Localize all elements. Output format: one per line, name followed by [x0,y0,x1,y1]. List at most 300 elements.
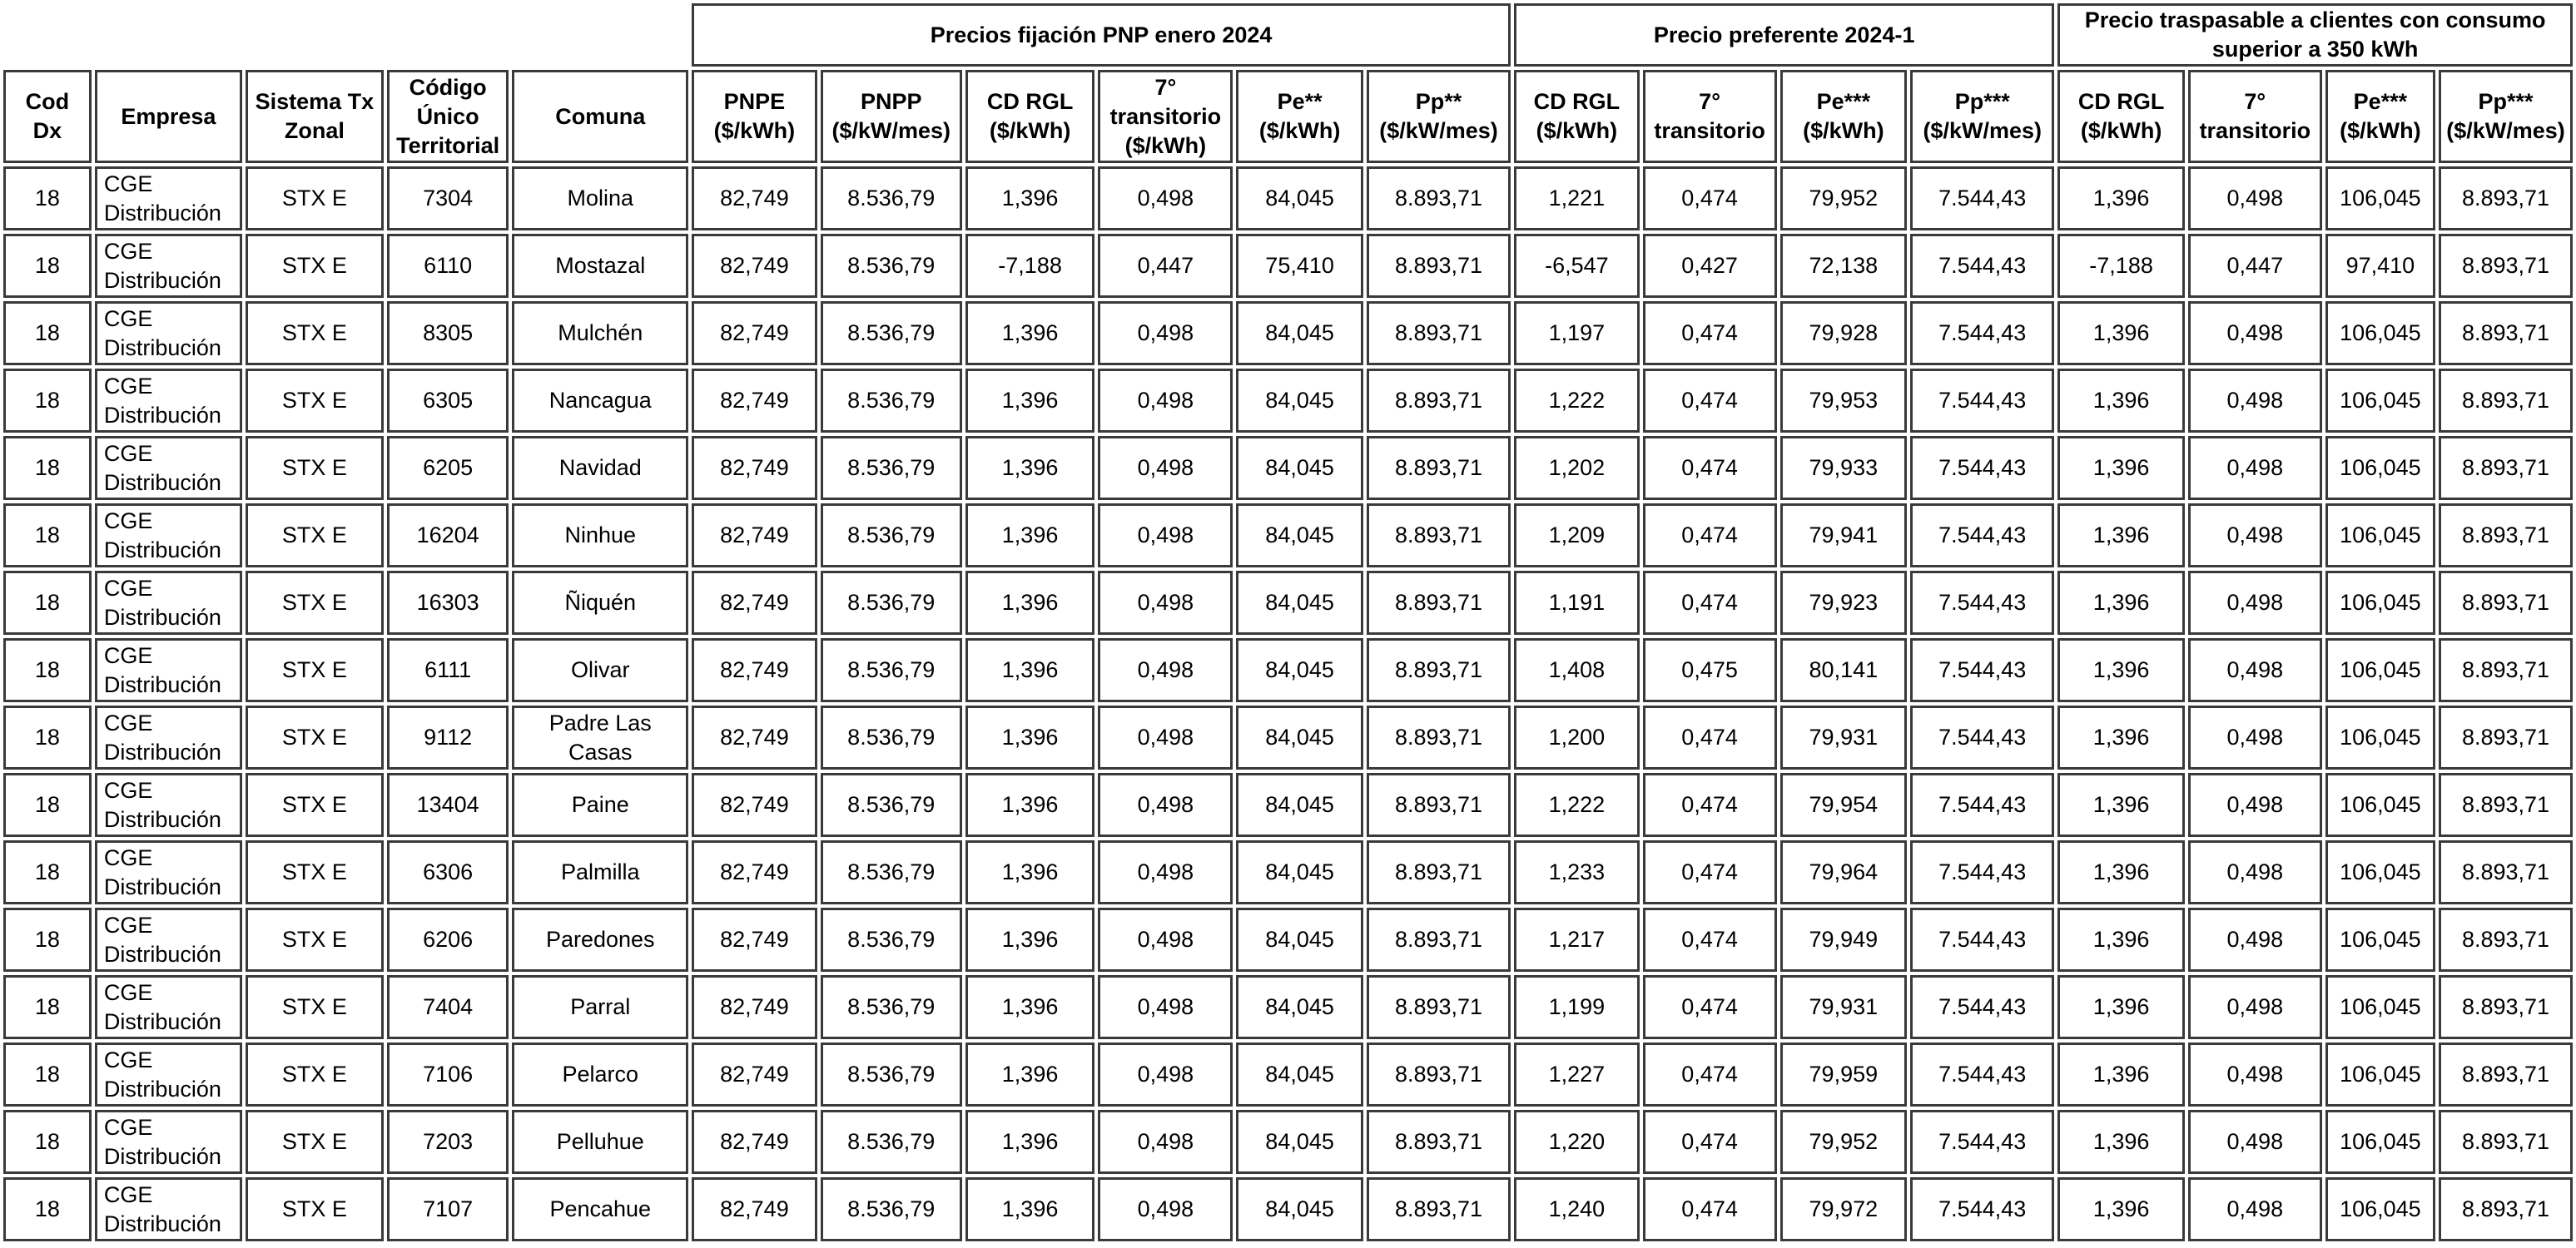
table-cell-trasp-pe: 106,045 [2325,773,2435,837]
col-cd-rgl-header: CD RGL ($/kWh) [965,70,1095,163]
table-cell-codigo: 6110 [387,234,509,298]
table-cell-pe: 75,410 [1236,234,1363,298]
table-cell-trasp-pe: 106,045 [2325,1042,2435,1107]
table-cell-pref-cd-rgl: 1,217 [1514,908,1640,972]
table-cell-codigo: 6205 [387,436,509,500]
table-cell-pref-pp: 7.544,43 [1910,1042,2054,1107]
table-cell-7-transitorio: 0,498 [1098,436,1233,500]
col-7-transitorio-header: 7° transitorio ($/kWh) [1098,70,1233,163]
table-cell-pnpe: 82,749 [692,706,817,770]
table-cell-cd-rgl: 1,396 [965,706,1095,770]
table-cell-pp: 8.893,71 [1367,369,1511,433]
table-cell-pp: 8.893,71 [1367,234,1511,298]
table-cell-pref-7-transitorio: 0,474 [1643,1042,1777,1107]
table-row [3,503,2573,567]
table-cell-trasp-cd-rgl: 1,396 [2057,706,2185,770]
table-cell-cod-dx: 18 [3,1110,92,1174]
col-empresa-header: Empresa [95,70,242,163]
table-cell-pnpp: 8.536,79 [821,571,962,635]
table-cell-codigo: 13404 [387,773,509,837]
table-cell-pref-pe: 79,931 [1780,706,1908,770]
table-cell-trasp-7-transitorio: 0,498 [2188,503,2322,567]
table-cell-trasp-pe: 106,045 [2325,503,2435,567]
table-cell-pnpe: 82,749 [692,503,817,567]
table-cell-trasp-7-transitorio: 0,498 [2188,301,2322,365]
table-cell-pp: 8.893,71 [1367,1177,1511,1241]
table-cell-comuna: Padre Las Casas [512,706,688,770]
col-comuna-header: Comuna [512,70,688,163]
table-cell-pref-pp: 7.544,43 [1910,840,2054,904]
table-cell-pnpp: 8.536,79 [821,1042,962,1107]
table-cell-7-transitorio: 0,498 [1098,1042,1233,1107]
table-cell-empresa: CGE Distribución [95,571,242,635]
table-cell-pref-pe: 79,941 [1780,503,1908,567]
table-cell-trasp-pe: 106,045 [2325,1110,2435,1174]
table-cell-7-transitorio: 0,498 [1098,166,1233,230]
table-cell-cd-rgl: 1,396 [965,1042,1095,1107]
table-cell-trasp-pe: 106,045 [2325,301,2435,365]
table-cell-pe: 84,045 [1236,436,1363,500]
col-cod-dx-header: Cod Dx [3,70,92,163]
table-cell-sistema: STX E [246,975,384,1039]
table-cell-cd-rgl: 1,396 [965,301,1095,365]
table-row [3,571,2573,635]
table-cell-pe: 84,045 [1236,773,1363,837]
table-cell-sistema: STX E [246,638,384,702]
table-cell-comuna: Pelluhue [512,1110,688,1174]
table-cell-empresa: CGE Distribución [95,1177,242,1241]
table-cell-trasp-cd-rgl: 1,396 [2057,571,2185,635]
table-body [3,166,2573,1241]
table-row [3,301,2573,365]
table-cell-pnpp: 8.536,79 [821,1110,962,1174]
table-cell-cod-dx: 18 [3,369,92,433]
table-cell-pref-pp: 7.544,43 [1910,369,2054,433]
table-cell-pe: 84,045 [1236,1042,1363,1107]
table-cell-trasp-cd-rgl: 1,396 [2057,1042,2185,1107]
table-cell-comuna: Nancagua [512,369,688,433]
table-cell-pnpe: 82,749 [692,908,817,972]
table-cell-cod-dx: 18 [3,301,92,365]
table-cell-trasp-7-transitorio: 0,498 [2188,571,2322,635]
table-cell-pref-cd-rgl: 1,191 [1514,571,1640,635]
table-cell-7-transitorio: 0,498 [1098,503,1233,567]
col-trasp-pe-header: Pe*** ($/kWh) [2325,70,2435,163]
table-cell-pnpe: 82,749 [692,638,817,702]
table-row [3,1110,2573,1174]
table-cell-pnpe: 82,749 [692,571,817,635]
table-cell-comuna: Mostazal [512,234,688,298]
table-cell-pref-7-transitorio: 0,474 [1643,908,1777,972]
table-cell-pref-cd-rgl: 1,197 [1514,301,1640,365]
table-cell-pref-cd-rgl: 1,240 [1514,1177,1640,1241]
table-cell-pnpe: 82,749 [692,1177,817,1241]
table-cell-pnpe: 82,749 [692,773,817,837]
table-cell-pp: 8.893,71 [1367,706,1511,770]
table-cell-7-transitorio: 0,498 [1098,908,1233,972]
table-cell-pref-pe: 79,959 [1780,1042,1908,1107]
table-cell-trasp-pe: 106,045 [2325,369,2435,433]
table-cell-trasp-7-transitorio: 0,498 [2188,1177,2322,1241]
table-cell-pnpp: 8.536,79 [821,840,962,904]
table-cell-trasp-pp: 8.893,71 [2439,773,2573,837]
table-cell-pnpp: 8.536,79 [821,436,962,500]
table-cell-comuna: Paine [512,773,688,837]
table-cell-cod-dx: 18 [3,638,92,702]
table-cell-pref-7-transitorio: 0,474 [1643,436,1777,500]
table-cell-pref-7-transitorio: 0,474 [1643,369,1777,433]
table-cell-pnpe: 82,749 [692,436,817,500]
table-cell-pref-7-transitorio: 0,474 [1643,706,1777,770]
table-cell-pnpe: 82,749 [692,975,817,1039]
table-cell-pref-pp: 7.544,43 [1910,638,2054,702]
table-cell-trasp-cd-rgl: 1,396 [2057,436,2185,500]
table-cell-trasp-pp: 8.893,71 [2439,1042,2573,1107]
table-cell-sistema: STX E [246,234,384,298]
table-cell-empresa: CGE Distribución [95,436,242,500]
table-cell-pref-pp: 7.544,43 [1910,166,2054,230]
table-cell-pnpe: 82,749 [692,166,817,230]
table-cell-pref-pe: 79,952 [1780,1110,1908,1174]
table-cell-codigo: 6111 [387,638,509,702]
table-cell-cd-rgl: 1,396 [965,773,1095,837]
table-cell-codigo: 6206 [387,908,509,972]
col-pp-header: Pp** ($/kW/mes) [1367,70,1511,163]
table-cell-pref-pe: 80,141 [1780,638,1908,702]
table-cell-trasp-7-transitorio: 0,498 [2188,166,2322,230]
table-cell-pref-7-transitorio: 0,474 [1643,503,1777,567]
table-cell-sistema: STX E [246,706,384,770]
table-cell-trasp-pp: 8.893,71 [2439,571,2573,635]
table-cell-comuna: Mulchén [512,301,688,365]
table-cell-pref-pe: 79,953 [1780,369,1908,433]
table-cell-cd-rgl: 1,396 [965,1110,1095,1174]
col-pref-pp-header: Pp*** ($/kW/mes) [1910,70,2054,163]
column-header-row [3,70,2573,163]
table-cell-pref-cd-rgl: -6,547 [1514,234,1640,298]
table-cell-trasp-pe: 97,410 [2325,234,2435,298]
table-cell-comuna: Navidad [512,436,688,500]
table-cell-comuna: Olivar [512,638,688,702]
table-row [3,975,2573,1039]
table-cell-trasp-pp: 8.893,71 [2439,234,2573,298]
table-cell-codigo: 7107 [387,1177,509,1241]
table-cell-empresa: CGE Distribución [95,773,242,837]
table-cell-pnpe: 82,749 [692,840,817,904]
table-cell-pp: 8.893,71 [1367,1042,1511,1107]
table-cell-pnpp: 8.536,79 [821,234,962,298]
table-cell-cd-rgl: 1,396 [965,975,1095,1039]
table-cell-cd-rgl: 1,396 [965,166,1095,230]
col-pref-cd-rgl-header: CD RGL ($/kWh) [1514,70,1640,163]
table-cell-empresa: CGE Distribución [95,840,242,904]
table-cell-pe: 84,045 [1236,166,1363,230]
col-trasp-7-transitorio-header: 7° transitorio [2188,70,2322,163]
table-cell-sistema: STX E [246,1042,384,1107]
table-cell-pe: 84,045 [1236,975,1363,1039]
table-cell-pnpp: 8.536,79 [821,773,962,837]
table-cell-pref-7-transitorio: 0,474 [1643,166,1777,230]
group-header-preferente: Precio preferente 2024-1 [1514,3,2054,67]
table-cell-sistema: STX E [246,908,384,972]
table-row [3,840,2573,904]
table-cell-7-transitorio: 0,447 [1098,234,1233,298]
table-cell-7-transitorio: 0,498 [1098,1110,1233,1174]
table-cell-pref-pe: 79,931 [1780,975,1908,1039]
col-pref-7-transitorio-header: 7° transitorio [1643,70,1777,163]
table-cell-cod-dx: 18 [3,1042,92,1107]
table-cell-empresa: CGE Distribución [95,706,242,770]
table-cell-pnpp: 8.536,79 [821,301,962,365]
col-pe-header: Pe** ($/kWh) [1236,70,1363,163]
table-cell-codigo: 7203 [387,1110,509,1174]
table-cell-pref-cd-rgl: 1,221 [1514,166,1640,230]
table-cell-trasp-pe: 106,045 [2325,571,2435,635]
table-cell-trasp-7-transitorio: 0,498 [2188,840,2322,904]
table-cell-cod-dx: 18 [3,773,92,837]
table-cell-pp: 8.893,71 [1367,436,1511,500]
table-cell-pe: 84,045 [1236,908,1363,972]
table-cell-pe: 84,045 [1236,1110,1363,1174]
table-cell-pe: 84,045 [1236,369,1363,433]
table-cell-pnpp: 8.536,79 [821,908,962,972]
table-cell-comuna: Pencahue [512,1177,688,1241]
table-cell-comuna: Ninhue [512,503,688,567]
table-cell-pref-pp: 7.544,43 [1910,908,2054,972]
table-row [3,773,2573,837]
table-cell-pref-pe: 79,952 [1780,166,1908,230]
col-pnpp-header: PNPP ($/kW/mes) [821,70,962,163]
table-cell-pref-cd-rgl: 1,408 [1514,638,1640,702]
table-cell-pref-pp: 7.544,43 [1910,773,2054,837]
table-cell-cod-dx: 18 [3,436,92,500]
table-cell-sistema: STX E [246,840,384,904]
table-cell-sistema: STX E [246,503,384,567]
table-cell-trasp-cd-rgl: 1,396 [2057,1177,2185,1241]
table-cell-cd-rgl: 1,396 [965,840,1095,904]
table-cell-pnpp: 8.536,79 [821,166,962,230]
table-cell-pref-pe: 79,928 [1780,301,1908,365]
table-cell-pref-pp: 7.544,43 [1910,571,2054,635]
table-cell-cod-dx: 18 [3,908,92,972]
table-cell-pref-cd-rgl: 1,220 [1514,1110,1640,1174]
table-cell-trasp-7-transitorio: 0,498 [2188,975,2322,1039]
table-row [3,638,2573,702]
table-cell-pref-7-transitorio: 0,475 [1643,638,1777,702]
table-cell-7-transitorio: 0,498 [1098,975,1233,1039]
table-cell-pref-pp: 7.544,43 [1910,503,2054,567]
table-cell-sistema: STX E [246,773,384,837]
table-cell-pref-7-transitorio: 0,474 [1643,571,1777,635]
table-cell-empresa: CGE Distribución [95,369,242,433]
col-pref-pe-header: Pe*** ($/kWh) [1780,70,1908,163]
table-cell-cod-dx: 18 [3,840,92,904]
table-cell-pref-pe: 79,972 [1780,1177,1908,1241]
table-cell-trasp-pp: 8.893,71 [2439,706,2573,770]
table-cell-cod-dx: 18 [3,503,92,567]
table-cell-pe: 84,045 [1236,706,1363,770]
table-cell-pnpp: 8.536,79 [821,369,962,433]
col-trasp-pp-header: Pp*** ($/kW/mes) [2439,70,2573,163]
table-cell-pe: 84,045 [1236,301,1363,365]
table-cell-trasp-pe: 106,045 [2325,1177,2435,1241]
table-cell-comuna: Pelarco [512,1042,688,1107]
table-cell-empresa: CGE Distribución [95,234,242,298]
table-cell-empresa: CGE Distribución [95,908,242,972]
table-cell-pp: 8.893,71 [1367,840,1511,904]
table-row [3,234,2573,298]
table-cell-pref-pe: 79,923 [1780,571,1908,635]
table-cell-sistema: STX E [246,301,384,365]
table-cell-codigo: 9112 [387,706,509,770]
table-cell-cd-rgl: 1,396 [965,369,1095,433]
table-cell-pp: 8.893,71 [1367,503,1511,567]
table-cell-sistema: STX E [246,369,384,433]
table-cell-pnpp: 8.536,79 [821,638,962,702]
table-row [3,706,2573,770]
table-cell-pref-cd-rgl: 1,200 [1514,706,1640,770]
table-cell-codigo: 6305 [387,369,509,433]
table-cell-pp: 8.893,71 [1367,975,1511,1039]
table-cell-pp: 8.893,71 [1367,773,1511,837]
table-cell-codigo: 16204 [387,503,509,567]
table-cell-sistema: STX E [246,571,384,635]
group-header-pnp: Precios fijación PNP enero 2024 [692,3,1511,67]
table-cell-cd-rgl: 1,396 [965,908,1095,972]
table-cell-pp: 8.893,71 [1367,638,1511,702]
table-cell-7-transitorio: 0,498 [1098,638,1233,702]
table-cell-trasp-pp: 8.893,71 [2439,1177,2573,1241]
table-cell-pe: 84,045 [1236,1177,1363,1241]
table-cell-trasp-pp: 8.893,71 [2439,301,2573,365]
table-cell-trasp-pp: 8.893,71 [2439,840,2573,904]
table-cell-trasp-7-transitorio: 0,498 [2188,1110,2322,1174]
table-cell-pref-7-transitorio: 0,474 [1643,1110,1777,1174]
table-cell-pref-pe: 79,949 [1780,908,1908,972]
table-cell-cod-dx: 18 [3,166,92,230]
table-cell-pe: 84,045 [1236,503,1363,567]
table-cell-codigo: 7106 [387,1042,509,1107]
table-cell-cod-dx: 18 [3,1177,92,1241]
table-cell-trasp-cd-rgl: 1,396 [2057,908,2185,972]
table-cell-pref-pp: 7.544,43 [1910,975,2054,1039]
table-cell-codigo: 6306 [387,840,509,904]
table-cell-pref-7-transitorio: 0,474 [1643,975,1777,1039]
table-cell-cod-dx: 18 [3,975,92,1039]
table-cell-trasp-cd-rgl: 1,396 [2057,1110,2185,1174]
table-cell-trasp-7-transitorio: 0,498 [2188,1042,2322,1107]
table-cell-pref-cd-rgl: 1,209 [1514,503,1640,567]
table-cell-7-transitorio: 0,498 [1098,301,1233,365]
table-cell-sistema: STX E [246,436,384,500]
col-sistema-header: Sistema Tx Zonal [246,70,384,163]
table-row [3,1042,2573,1107]
table-cell-pnpp: 8.536,79 [821,706,962,770]
table-cell-trasp-pe: 106,045 [2325,638,2435,702]
table-cell-empresa: CGE Distribución [95,503,242,567]
table-cell-cod-dx: 18 [3,706,92,770]
table-cell-pnpe: 82,749 [692,301,817,365]
table-cell-trasp-pp: 8.893,71 [2439,503,2573,567]
table-cell-trasp-7-transitorio: 0,498 [2188,773,2322,837]
blank-corner [3,3,688,67]
table-cell-cd-rgl: 1,396 [965,1177,1095,1241]
table-cell-codigo: 16303 [387,571,509,635]
table-cell-empresa: CGE Distribución [95,1110,242,1174]
table-cell-pref-pp: 7.544,43 [1910,301,2054,365]
table-cell-trasp-pe: 106,045 [2325,166,2435,230]
table-cell-trasp-cd-rgl: 1,396 [2057,638,2185,702]
table-cell-7-transitorio: 0,498 [1098,1177,1233,1241]
table-cell-comuna: Parral [512,975,688,1039]
table-cell-pref-7-transitorio: 0,474 [1643,1177,1777,1241]
table-cell-trasp-pp: 8.893,71 [2439,1110,2573,1174]
table-cell-trasp-cd-rgl: -7,188 [2057,234,2185,298]
table-row [3,166,2573,230]
table-cell-pref-cd-rgl: 1,199 [1514,975,1640,1039]
table-cell-sistema: STX E [246,1177,384,1241]
table-cell-trasp-pe: 106,045 [2325,840,2435,904]
table-cell-codigo: 7304 [387,166,509,230]
table-cell-pnpp: 8.536,79 [821,1177,962,1241]
table-cell-comuna: Palmilla [512,840,688,904]
table-cell-trasp-cd-rgl: 1,396 [2057,503,2185,567]
col-trasp-cd-rgl-header: CD RGL ($/kWh) [2057,70,2185,163]
table-row [3,369,2573,433]
table-cell-trasp-pe: 106,045 [2325,706,2435,770]
table-cell-pp: 8.893,71 [1367,571,1511,635]
table-cell-comuna: Ñiquén [512,571,688,635]
table-cell-comuna: Paredones [512,908,688,972]
table-cell-pref-pp: 7.544,43 [1910,436,2054,500]
table-cell-pref-cd-rgl: 1,222 [1514,369,1640,433]
table-cell-trasp-cd-rgl: 1,396 [2057,975,2185,1039]
table-cell-7-transitorio: 0,498 [1098,369,1233,433]
table-cell-cd-rgl: -7,188 [965,234,1095,298]
table-row [3,1177,2573,1241]
table-cell-sistema: STX E [246,1110,384,1174]
table-cell-cod-dx: 18 [3,571,92,635]
table-cell-7-transitorio: 0,498 [1098,706,1233,770]
table-cell-cod-dx: 18 [3,234,92,298]
table-cell-pe: 84,045 [1236,571,1363,635]
table-cell-cd-rgl: 1,396 [965,503,1095,567]
table-cell-pref-pe: 79,933 [1780,436,1908,500]
table-cell-trasp-pe: 106,045 [2325,436,2435,500]
table-cell-pref-pe: 79,954 [1780,773,1908,837]
table-cell-pnpe: 82,749 [692,1042,817,1107]
table-cell-trasp-pe: 106,045 [2325,975,2435,1039]
table-cell-pp: 8.893,71 [1367,908,1511,972]
table-cell-pref-pe: 72,138 [1780,234,1908,298]
table-cell-pp: 8.893,71 [1367,301,1511,365]
table-cell-cd-rgl: 1,396 [965,638,1095,702]
group-header-traspasable: Precio traspasable a clientes con consumo superior a 350 kWh [2057,3,2573,67]
table-cell-7-transitorio: 0,498 [1098,840,1233,904]
table-cell-pref-7-transitorio: 0,474 [1643,840,1777,904]
table-cell-pnpp: 8.536,79 [821,503,962,567]
table-cell-trasp-7-transitorio: 0,498 [2188,638,2322,702]
table-cell-pnpe: 82,749 [692,1110,817,1174]
table-row [3,908,2573,972]
col-codigo-header: Código Único Territorial [387,70,509,163]
table-cell-pref-7-transitorio: 0,474 [1643,301,1777,365]
table-cell-trasp-pp: 8.893,71 [2439,369,2573,433]
table-cell-trasp-pp: 8.893,71 [2439,975,2573,1039]
table-cell-cd-rgl: 1,396 [965,571,1095,635]
table-cell-trasp-cd-rgl: 1,396 [2057,369,2185,433]
table-cell-pnpe: 82,749 [692,369,817,433]
